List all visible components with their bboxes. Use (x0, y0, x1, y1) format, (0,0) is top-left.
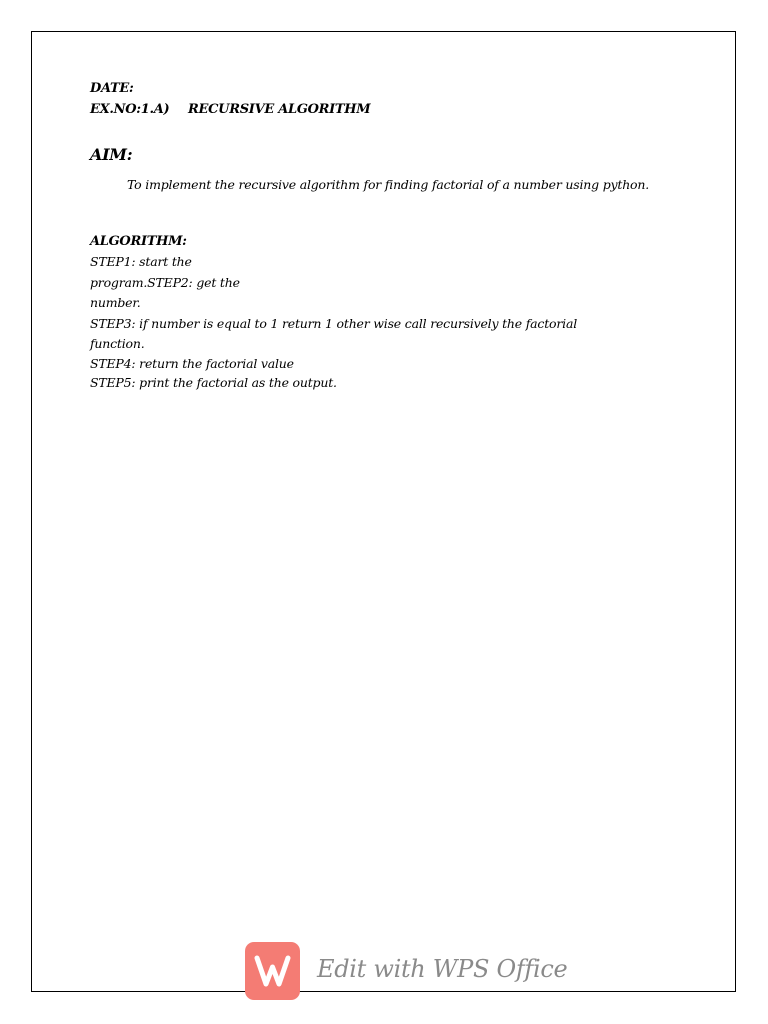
algorithm-heading: ALGORITHM: (90, 234, 187, 249)
date-label: DATE: (90, 81, 134, 96)
exercise-heading (90, 102, 370, 117)
page-frame (31, 31, 736, 992)
algorithm-line: program.STEP2: get the (90, 275, 240, 290)
algorithm-line: function. (90, 336, 145, 351)
algorithm-line: STEP5: print the factorial as the output. (90, 375, 337, 390)
algorithm-line: STEP1: start the (90, 254, 192, 269)
exercise-title: RECURSIVE ALGORITHM (188, 102, 371, 117)
algorithm-line: STEP3: if number is equal to 1 return 1 other wise call recursively the factorial (90, 316, 578, 331)
aim-heading: AIM: (90, 145, 133, 164)
algorithm-line: STEP4: return the factorial value (90, 356, 294, 371)
wps-edit-link[interactable]: Edit with WPS Office (317, 955, 568, 983)
wps-logo-icon[interactable] (245, 942, 300, 1000)
algorithm-line: number. (90, 295, 141, 310)
exercise-number: EX.NO:1.A) (90, 102, 170, 117)
aim-text: To implement the recursive algorithm for finding factorial of a number using python. (127, 177, 650, 192)
